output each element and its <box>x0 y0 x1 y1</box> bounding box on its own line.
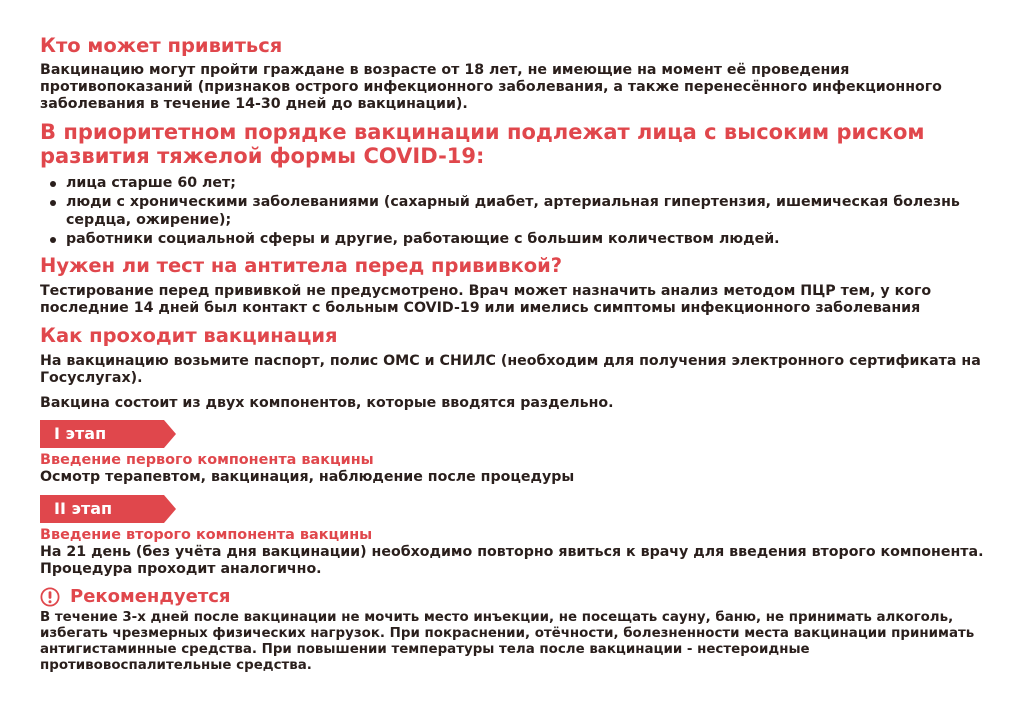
bullet-icon <box>50 237 56 243</box>
list-item: люди с хроническими заболеваниями (сахарный диабет, артериальная гипертензия, ишемическая болезнь сердца, ожирение); <box>48 193 990 230</box>
recommend-title: Рекомендуется <box>70 586 231 607</box>
stage-1-subtitle: Введение первого компонента вакцины <box>40 452 374 468</box>
priority-list <box>40 174 990 248</box>
antibody-text: Тестирование перед прививкой не предусмотрено. Врач может назначить анализ методом ПЦР тем, у кого последние 14 дней был контакт с больным COVID-19 или имелись симптомы инфекционного заболевания <box>40 283 932 316</box>
bullet-icon <box>50 200 56 206</box>
exclamation-circle-icon <box>40 587 60 607</box>
who-title: Кто может привиться <box>40 34 283 57</box>
antibody-title: Нужен ли тест на антитела перед прививкой? <box>40 254 563 277</box>
recommend-header <box>40 586 990 608</box>
stage-1-badge <box>40 420 176 448</box>
process-title: Как проходит вакцинация <box>40 324 338 347</box>
document-page <box>40 34 990 674</box>
who-text: Вакцинацию могут пройти граждане в возрасте от 18 лет, не имеющие на момент её проведения противопоказаний (признаков острого инфекционного заболевания, а также перенесённого инфекционного заболевания в течение 14-30 дней до вакцинации). <box>40 62 942 112</box>
process-text-documents: На вакцинацию возьмите паспорт, полис ОМС и СНИЛС (необходим для получения электронного сертификата на Госуслугах). <box>40 353 981 386</box>
stage-1-label: I этап <box>54 424 107 443</box>
stage-2-subtitle: Введение второго компонента вакцины <box>40 527 373 543</box>
priority-title: В приоритетном порядке вакцинации подлежат лица с высоким риском развития тяжелой формы COVID-19: <box>40 120 925 168</box>
stage-2-label: II этап <box>54 499 113 518</box>
stage-1-text: Осмотр терапевтом, вакцинация, наблюдение после процедуры <box>40 469 575 485</box>
list-item: лица старше 60 лет; <box>48 174 990 193</box>
recommend-text: В течение 3-х дней после вакцинации не мочить место инъекции, не посещать сауну, баню, не принимать алкоголь, избегать чрезмерных физических нагрузок. При покраснении, отёчности, болезненности места вакцинации принимать антигистаминные средства. При повышении температуры тела после вакцинации - нестероидные противовоспалительные средства. <box>40 610 975 673</box>
bullet-icon <box>50 181 56 187</box>
list-item: работники социальной сферы и другие, работающие с большим количеством людей. <box>48 230 990 249</box>
stage-2-badge <box>40 495 176 523</box>
stage-2-text: На 21 день (без учёта дня вакцинации) необходимо повторно явиться к врачу для введения второго компонента. Процедура проходит аналогично. <box>40 544 984 577</box>
process-text-components: Вакцина состоит из двух компонентов, которые вводятся раздельно. <box>40 395 614 411</box>
